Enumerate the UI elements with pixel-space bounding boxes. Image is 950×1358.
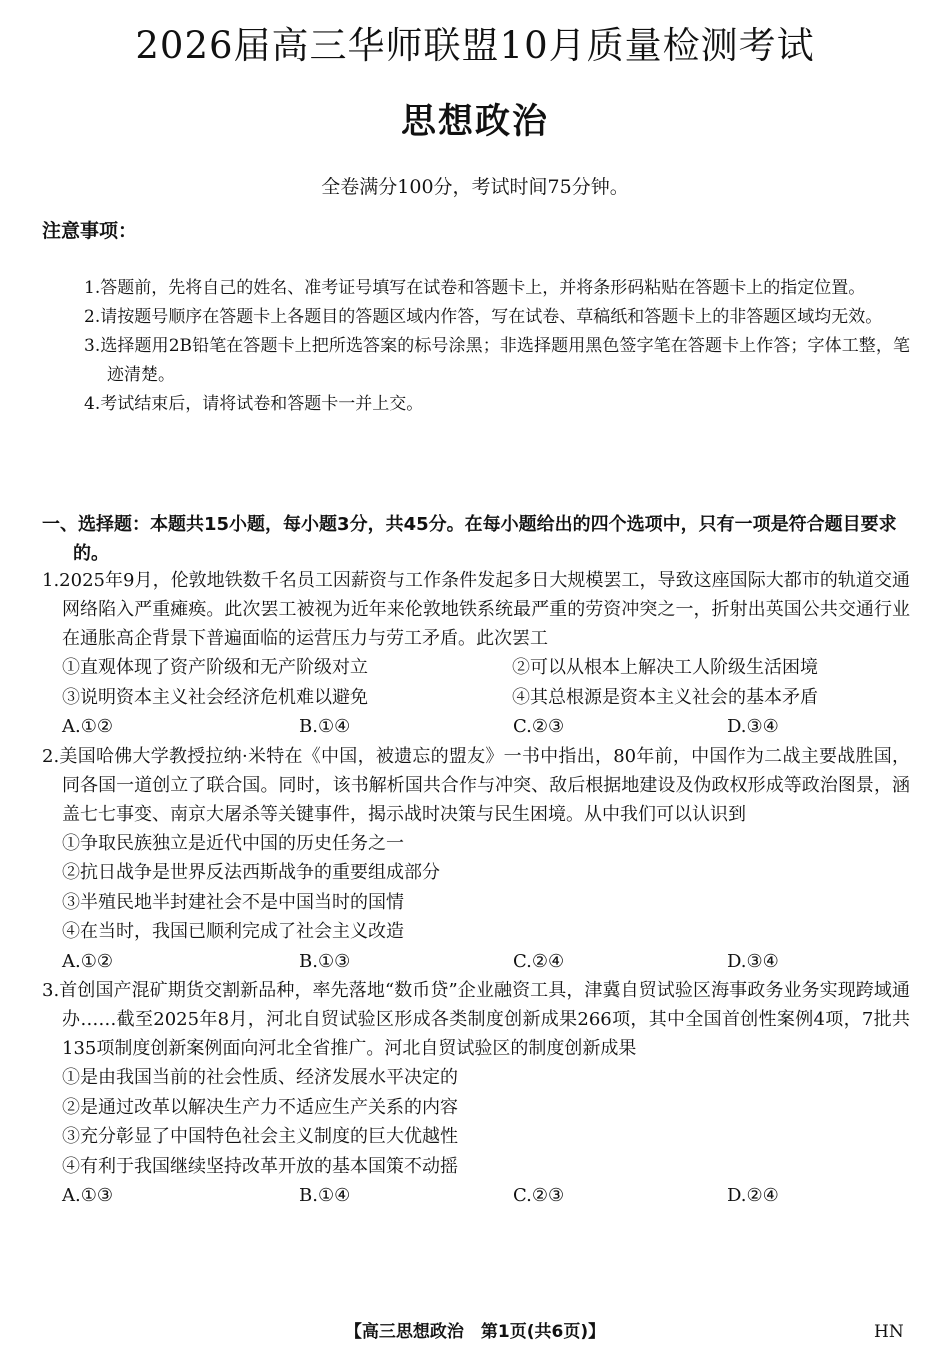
notice-item: 4.考试结束后，请将试卷和答题卡一并上交。	[84, 394, 424, 414]
choice-b: B.①③	[299, 950, 351, 972]
choice-c: C.②③	[513, 1185, 565, 1206]
statement: ②可以从根本上解决工人阶级生活困境	[512, 657, 818, 678]
statement: ②是通过改革以解决生产力不适应生产关系的内容	[62, 1096, 458, 1118]
choice-d: D.②④	[727, 1185, 779, 1206]
footer-code: HN	[874, 1322, 904, 1342]
statement: ④在当时，我国已顺利完成了社会主义改造	[62, 921, 404, 942]
statement-list	[42, 653, 910, 712]
choice-b: B.①④	[299, 1185, 351, 1206]
subject-title: 思想政治	[400, 102, 549, 142]
notice-item: 1.答题前，先将自己的姓名、准考证号填写在试卷和答题卡上，并将条形码粘贴在答题卡上的指定位置。	[84, 278, 866, 298]
statement: ③半殖民地半封建社会不是中国当时的国情	[62, 891, 404, 913]
choice-d: D.③④	[727, 950, 779, 972]
statement: ①是由我国当前的社会性质、经济发展水平决定的	[62, 1067, 458, 1088]
choice-a: A.①③	[62, 1185, 113, 1206]
choice-list	[42, 947, 910, 977]
question-3	[42, 976, 910, 1211]
statement: ③充分彰显了中国特色社会主义制度的巨大优越性	[62, 1126, 458, 1147]
question-list	[42, 566, 910, 1211]
notice-list	[84, 274, 910, 419]
notice-item: 3.选择题用2B铅笔在答题卡上把所选答案的标号涂黑；非选择题用黑色签字笔在答题卡上作答；字体工整，笔迹清楚。	[84, 336, 910, 385]
choice-b: B.①④	[299, 716, 351, 737]
choice-a: A.①②	[62, 716, 113, 737]
notice-heading: 注意事项：	[42, 220, 138, 242]
statement: ①直观体现了资产阶级和无产阶级对立	[62, 657, 368, 678]
statement: ④有利于我国继续坚持改革开放的基本国策不动摇	[62, 1155, 458, 1177]
choice-d: D.③④	[727, 716, 779, 737]
page-footer: 【高三思想政治 第1页(共6页)】	[344, 1322, 606, 1342]
question-stem: 3.首创国产混矿期货交割新品种，率先落地“数币贷”企业融资工具，津冀自贸试验区海事政务业务实现跨域通办……截至2025年8月，河北自贸试验区形成各类制度创新成果266项，其中全国首创性案例4项，7批共135项制度创新案例面向河北全省推广。河北自贸试验区的制度创新成果	[42, 980, 910, 1059]
choice-list	[42, 712, 910, 742]
exam-title: 2026届高三华师联盟10月质量检测考试	[135, 24, 815, 67]
choice-c: C.②④	[513, 950, 565, 972]
question-stem: 1.2025年9月，伦敦地铁数千名员工因薪资与工作条件发起多日大规模罢工，导致这座国际大都市的轨道交通网络陷入严重瘫痪。此次罢工被视为近年来伦敦地铁系统最严重的劳资冲突之一，折射出英国公共交通行业在通胀高企背景下普遍面临的运营压力与劳工矛盾。此次罢工	[42, 570, 910, 649]
choice-c: C.②③	[513, 716, 565, 737]
statement: ④其总根源是资本主义社会的基本矛盾	[512, 686, 818, 708]
statement: ③说明资本主义社会经济危机难以避免	[62, 686, 368, 708]
question-stem: 2.美国哈佛大学教授拉纳·米特在《中国，被遗忘的盟友》一书中指出，80年前，中国作为二战主要战胜国，同各国一道创立了联合国。同时，该书解析国共合作与冲突、敌后根据地建设及伪政权形成等政治图景，涵盖七七事变、南京大屠杀等关键事件，揭示战时决策与民生困境。从中我们可以认识到	[42, 745, 910, 825]
notice-item: 2.请按题号顺序在答题卡上各题目的答题区域内作答，写在试卷、草稿纸和答题卡上的非答题区域均无效。	[84, 307, 883, 327]
section-heading: 一、选择题：本题共15小题，每小题3分，共45分。在每小题给出的四个选项中，只有一项是符合题目要求的。	[42, 514, 897, 564]
question-1	[42, 566, 910, 742]
statement: ②抗日战争是世界反法西斯战争的重要组成部分	[62, 862, 440, 883]
choice-list	[42, 1181, 910, 1211]
question-2	[42, 742, 910, 977]
statement: ①争取民族独立是近代中国的历史任务之一	[62, 832, 404, 854]
choice-a: A.①②	[62, 950, 113, 972]
exam-info: 全卷满分100分，考试时间75分钟。	[321, 176, 629, 198]
